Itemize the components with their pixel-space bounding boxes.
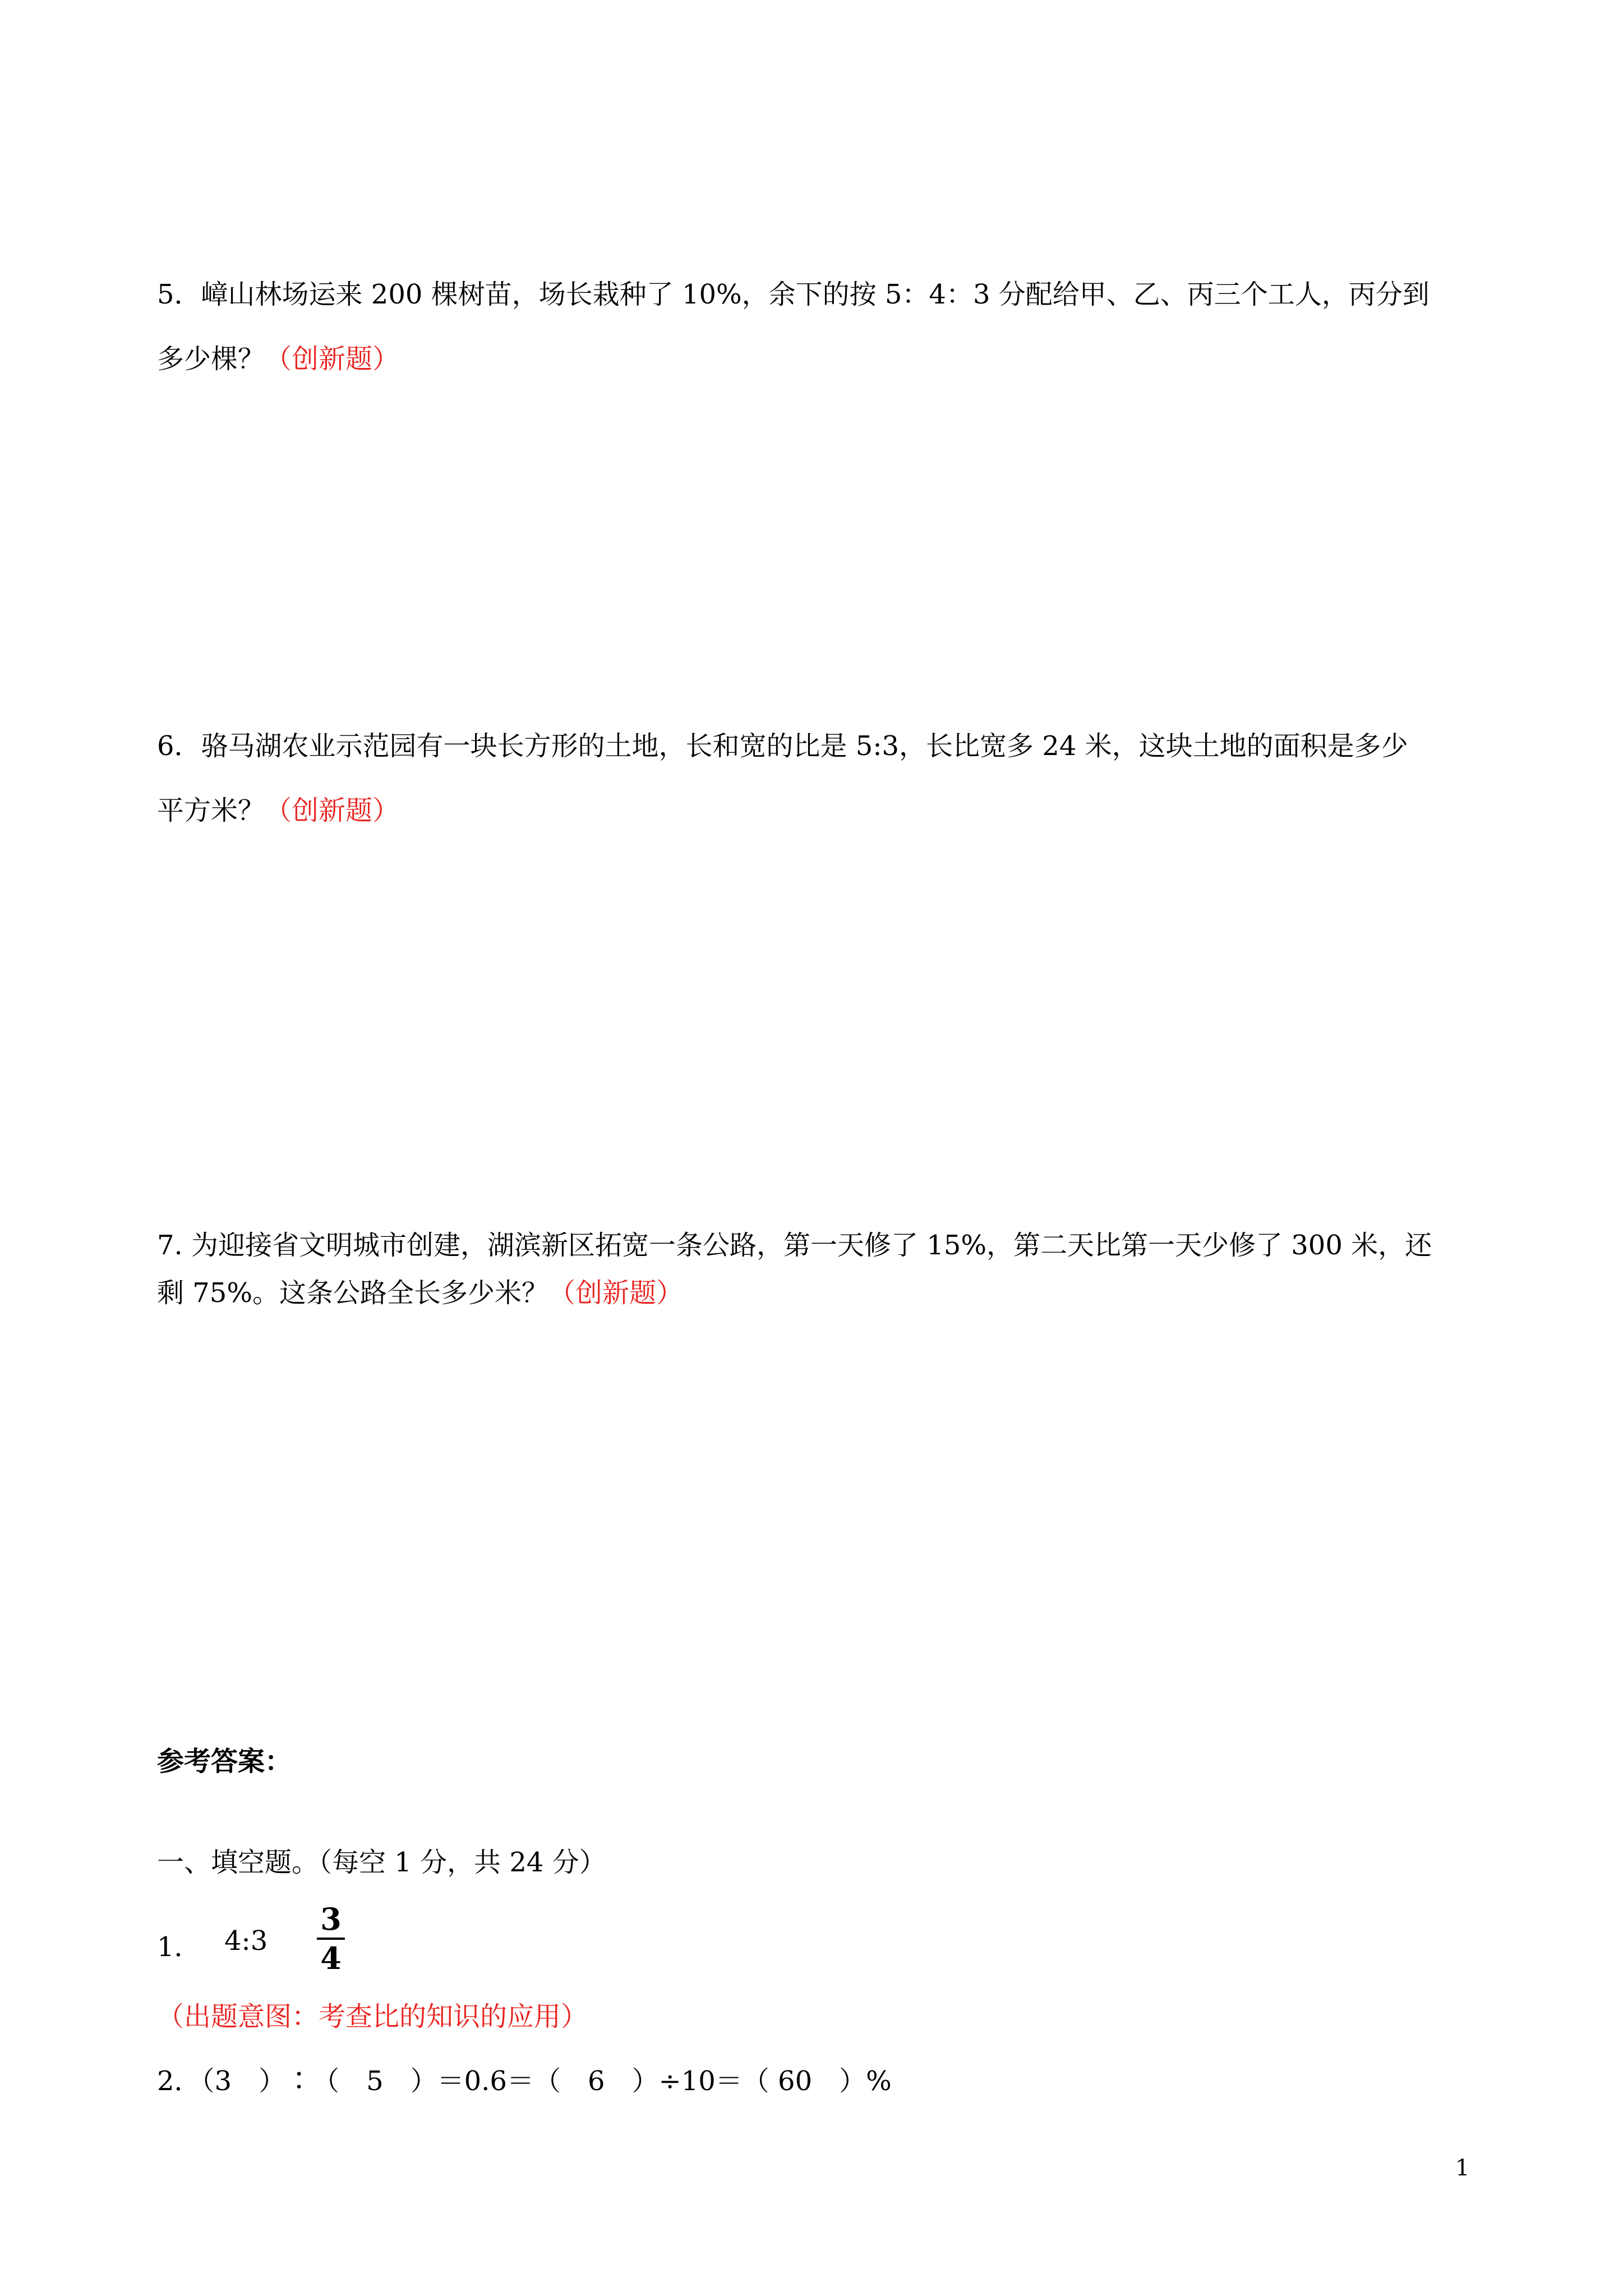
fraction-numerator: 3 bbox=[320, 1901, 342, 1937]
question-5-text: 5．嶂山林场运来 200 棵树苗，场长栽种了 10%，余下的按 5：4：3 分配给甲、乙、丙三个工人，丙分到 bbox=[157, 279, 1430, 310]
question-6-line-1 bbox=[157, 729, 1408, 763]
answer-item-2: 2．（3 ）∶（ 5 ）＝0.6＝（ 6 ）÷10＝（ 60 ）% bbox=[157, 2065, 892, 2097]
fraction-denominator: 4 bbox=[320, 1940, 342, 1976]
question-5-tag: （创新题） bbox=[265, 343, 400, 375]
question-6-text-cont: 平方米？ bbox=[157, 795, 265, 826]
question-5-line-1 bbox=[157, 278, 1430, 311]
page-number: 1 bbox=[1455, 2155, 1470, 2181]
answer-1-intent: （出题意图：考查比的知识的应用） bbox=[157, 2001, 588, 2032]
fraction-bar bbox=[317, 1938, 345, 1940]
question-7-line-1 bbox=[157, 1228, 1432, 1262]
question-6-line-2 bbox=[157, 794, 399, 827]
answer-1-ratio: 4:3 bbox=[224, 1925, 268, 1957]
question-6-tag: （创新题） bbox=[265, 795, 400, 826]
answers-section-1-heading: 一、填空题。（每空 1 分，共 24 分） bbox=[157, 1847, 606, 1878]
question-7-line-2 bbox=[157, 1276, 683, 1310]
answer-1-fraction bbox=[317, 1902, 345, 1976]
question-7-tag: （创新题） bbox=[548, 1277, 683, 1309]
question-5-text-cont: 多少棵？ bbox=[157, 343, 265, 375]
question-5-line-2 bbox=[157, 342, 399, 376]
question-7-text: 7. 为迎接省文明城市创建，湖滨新区拓宽一条公路，第一天修了 15%，第二天比第一天少修了 300 米，还 bbox=[157, 1230, 1432, 1261]
question-6-text: 6．骆马湖农业示范园有一块长方形的土地，长和宽的比是 5:3，长比宽多 24 米，这块土地的面积是多少 bbox=[157, 730, 1408, 762]
question-7-text-cont: 剩 75%。这条公路全长多少米？ bbox=[157, 1277, 548, 1309]
answer-1-number: 1． bbox=[157, 1931, 201, 1963]
answers-title: 参考答案： bbox=[157, 1746, 292, 1777]
